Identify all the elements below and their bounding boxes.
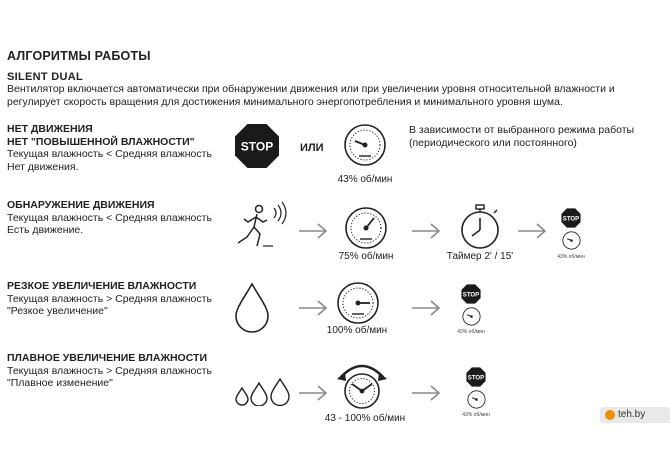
variable-speed-gauge-icon xyxy=(334,357,390,413)
section-title: ОБНАРУЖЕНИЕ ДВИЖЕНИЯ xyxy=(7,199,155,211)
section-state: "Резкое увеличение" xyxy=(7,305,108,317)
small-speed-label: 43% об/мин xyxy=(457,329,485,335)
section-gradual-humidity xyxy=(7,352,232,390)
arrow-right-icon xyxy=(298,300,328,316)
stopwatch-timer-icon xyxy=(458,204,502,250)
water-drop-icon xyxy=(234,282,270,334)
speed-label: 43 - 100% об/мин xyxy=(324,413,406,424)
watermark-badge xyxy=(600,407,670,423)
speedometer-icon xyxy=(562,231,581,250)
stop-sign-icon xyxy=(461,284,481,304)
speedometer-icon xyxy=(462,307,481,326)
motion-sensor-person-icon xyxy=(233,200,295,250)
arrow-right-icon xyxy=(411,300,441,316)
section-title: ПЛАВНОЕ УВЕЛИЧЕНИЕ ВЛАЖНОСТИ xyxy=(7,352,208,364)
svg-text:STOP: STOP xyxy=(467,374,485,382)
watermark-logo-icon xyxy=(605,410,615,420)
section-motion-detected xyxy=(7,199,232,237)
section-state: Нет движения. xyxy=(7,160,79,173)
speed-label: 43% об/мин xyxy=(337,174,393,185)
small-speed-label: 43% об/мин xyxy=(462,412,490,418)
stop-sign-icon xyxy=(234,123,280,169)
mode-description: Вентилятор включается автоматически при обнаружении движения или при увеличении уровня относительной влажности и регулирует скорость вращения для достижения минимального энергопотребления и минимального уровня шума. xyxy=(7,83,615,108)
stop-sign-icon xyxy=(561,208,581,228)
arrow-right-icon xyxy=(298,385,328,401)
timer-label: Таймер 2' / 15' xyxy=(446,251,514,262)
stop-label: STOP xyxy=(240,139,274,154)
section-condition: Текущая влажность < Средняя влажность xyxy=(7,211,212,224)
speed-label: 100% об/мин xyxy=(326,325,388,336)
mode-title: SILENT DUAL xyxy=(7,71,84,83)
section-no-motion xyxy=(7,123,232,173)
section-title-2: НЕТ "ПОВЫШЕННОЙ ВЛАЖНОСТИ" xyxy=(7,135,195,148)
or-label: ИЛИ xyxy=(300,142,324,154)
speedometer-icon xyxy=(344,206,388,250)
mode-note: В зависимости от выбранного режима работы (периодического или постоянного) xyxy=(409,124,635,149)
water-drops-icon xyxy=(234,378,292,406)
arrow-right-icon xyxy=(411,223,441,239)
stop-sign-icon xyxy=(466,367,486,387)
page-title: АЛГОРИТМЫ РАБОТЫ xyxy=(7,49,151,63)
arrow-right-icon xyxy=(517,223,547,239)
speedometer-icon xyxy=(343,123,387,167)
svg-text:STOP: STOP xyxy=(562,215,580,223)
speed-label: 75% об/мин xyxy=(338,251,394,262)
section-sharp-humidity xyxy=(7,280,232,318)
section-condition: Текущая влажность > Средняя влажность xyxy=(7,364,212,377)
section-state: "Плавное изменение" xyxy=(7,377,113,389)
arrow-right-icon xyxy=(411,385,441,401)
speedometer-icon xyxy=(467,390,486,409)
section-title: РЕЗКОЕ УВЕЛИЧЕНИЕ ВЛАЖНОСТИ xyxy=(7,280,197,292)
section-title: НЕТ ДВИЖЕНИЯ xyxy=(7,123,93,135)
speedometer-icon xyxy=(336,281,380,325)
watermark-text: teh.by xyxy=(618,409,646,420)
section-state: Есть движение. xyxy=(7,224,84,236)
svg-text:STOP: STOP xyxy=(462,291,480,299)
section-condition: Текущая влажность > Средняя влажность xyxy=(7,292,212,305)
section-condition: Текущая влажность < Средняя влажность xyxy=(7,148,212,160)
arrow-right-icon xyxy=(298,223,328,239)
small-speed-label: 43% об/мин xyxy=(557,254,585,260)
